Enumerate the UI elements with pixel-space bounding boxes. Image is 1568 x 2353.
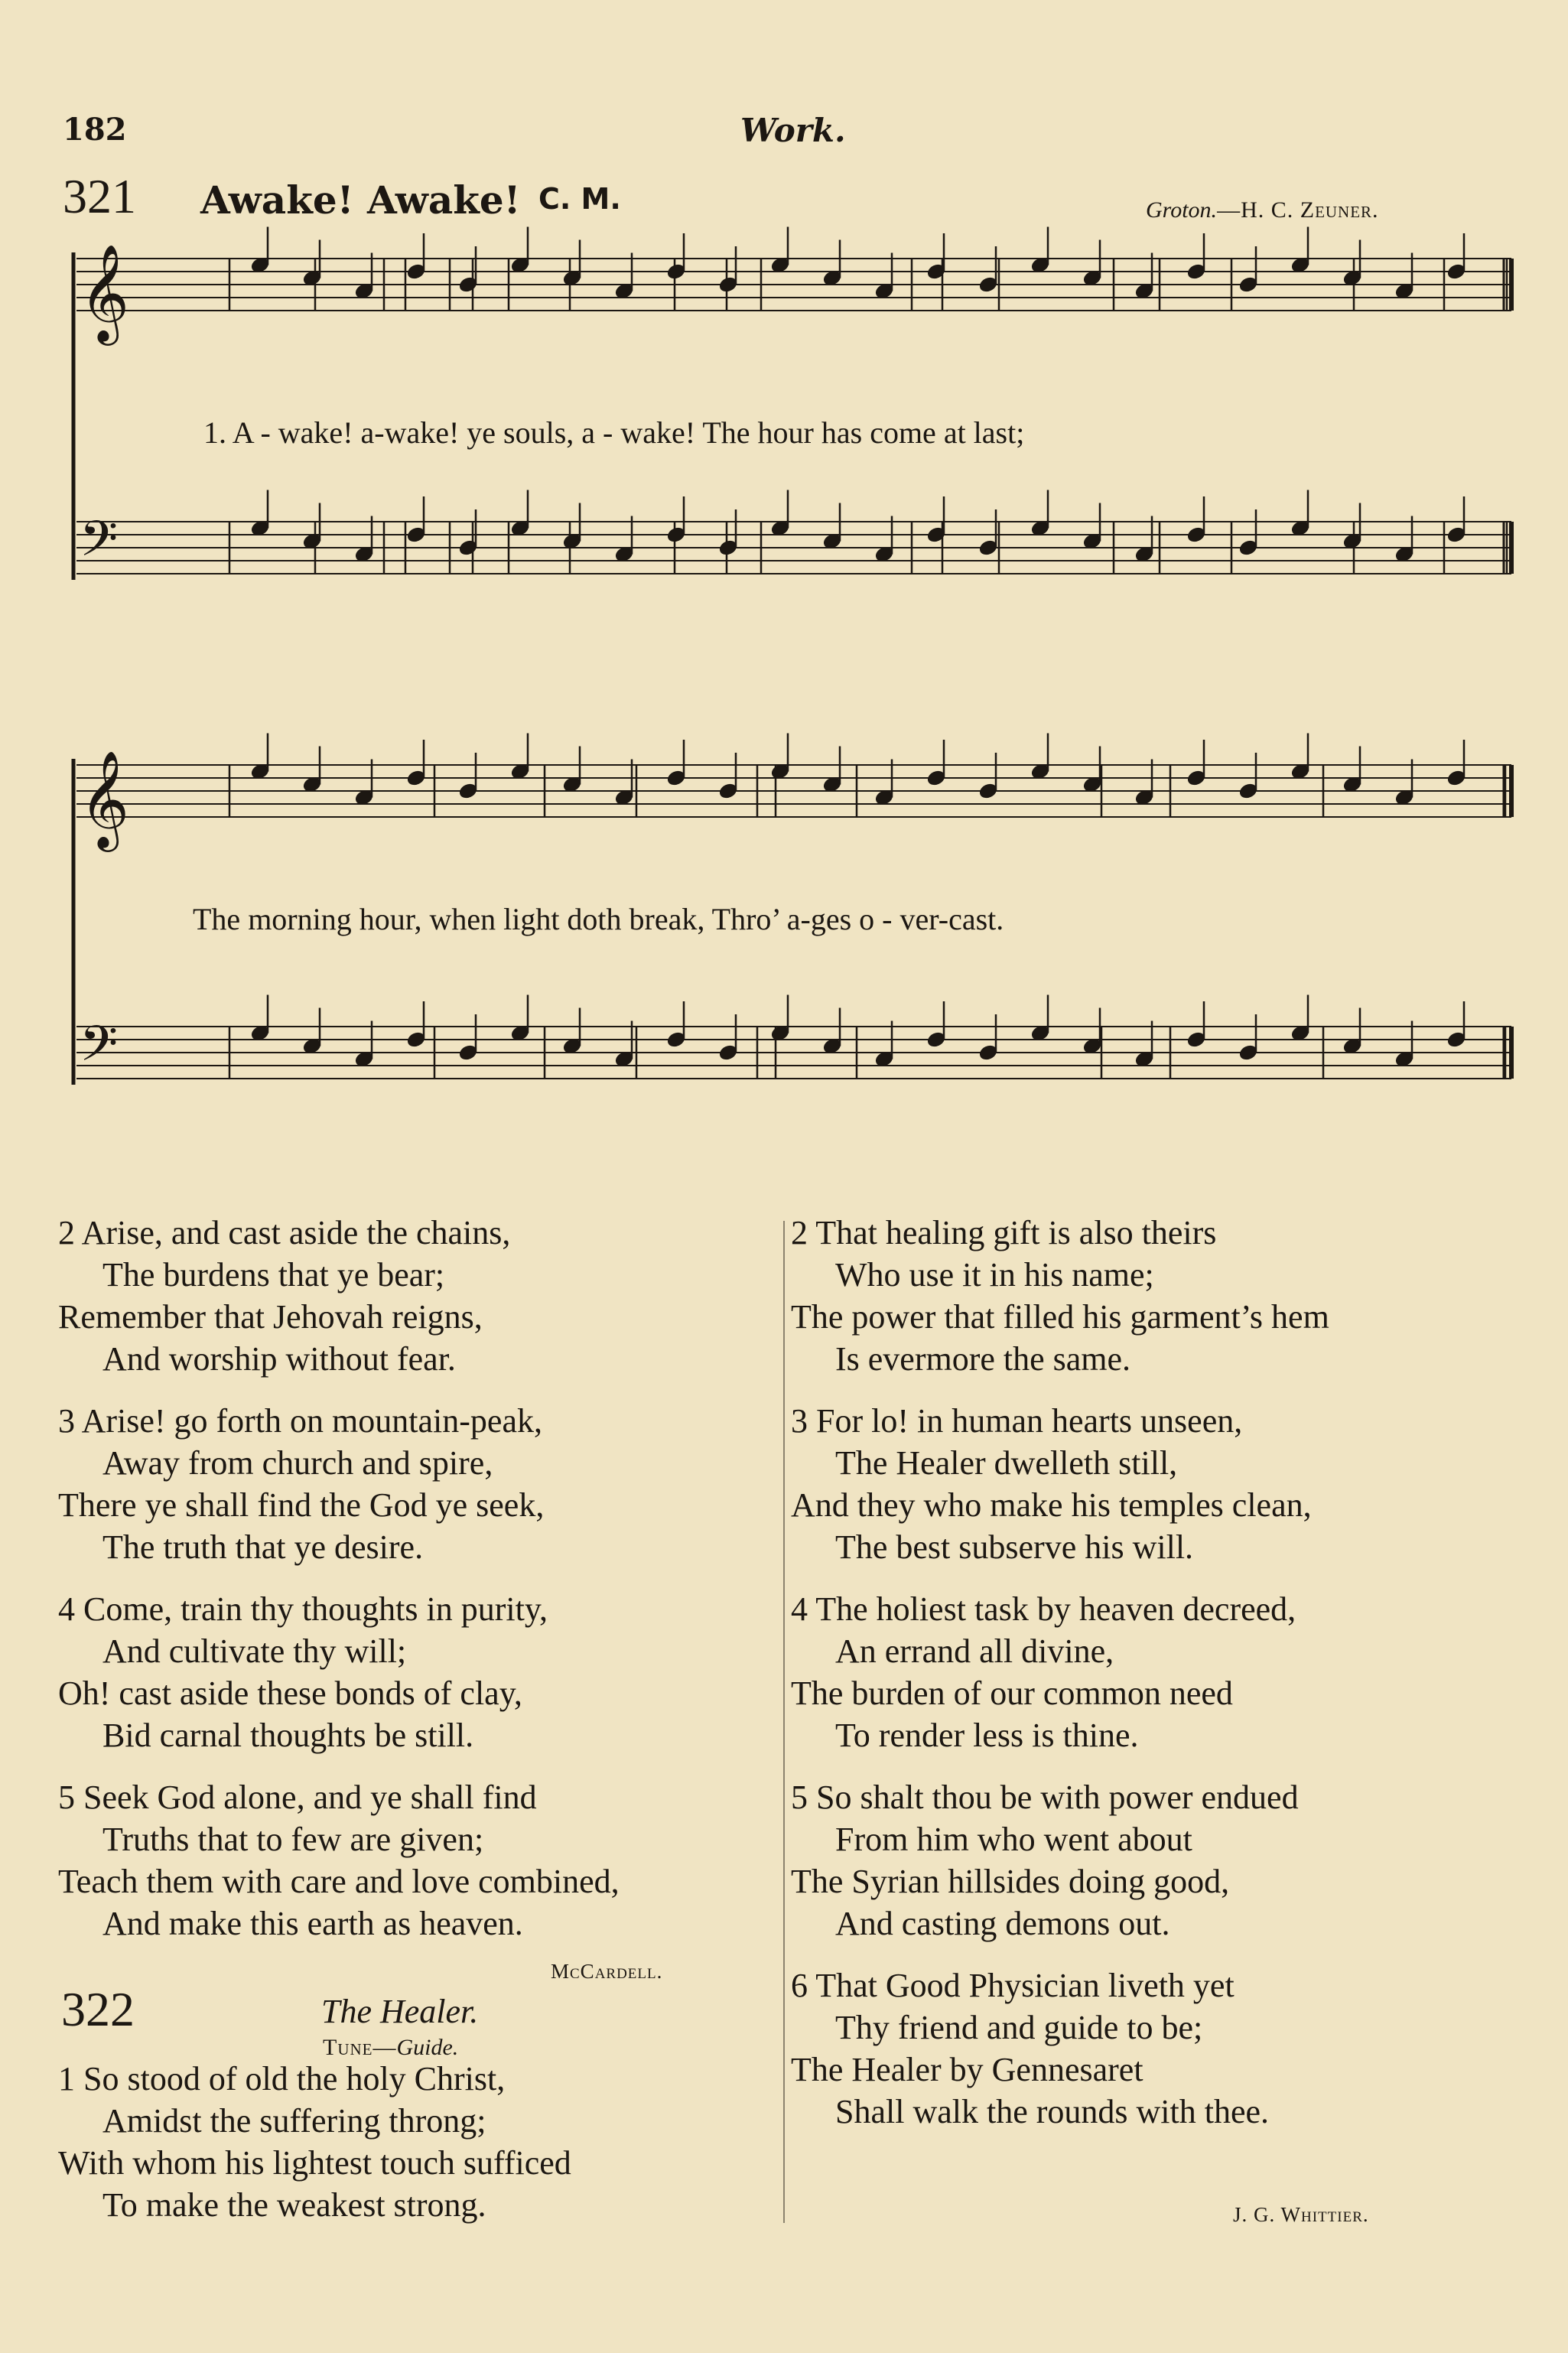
stanza-5-right: [791, 1776, 1540, 1945]
verse-line: An errand all divine,: [835, 1632, 1114, 1670]
verse-line: 3 Arise! go forth on mountain-peak,: [58, 1402, 542, 1440]
verse-line: And worship without fear.: [102, 1340, 456, 1378]
verse-line: Is evermore the same.: [835, 1340, 1131, 1378]
tune-label: Tune—: [323, 2035, 397, 2060]
stanza-3-left: [58, 1400, 777, 1568]
page-number: 182: [63, 112, 127, 148]
stanza-4-right: [791, 1588, 1540, 1756]
hymn-meter: C. M.: [538, 182, 621, 216]
verse-line: The burdens that ye bear;: [102, 1256, 445, 1294]
verse-line: The best subserve his will.: [835, 1528, 1194, 1566]
verse-line: Bid carnal thoughts be still.: [102, 1717, 474, 1754]
lyric-line-1: 1. A - wake! a-wake! ye souls, a - wake! The hour has come at last;: [203, 415, 1025, 450]
verse-line: Amidst the suffering throng;: [102, 2102, 486, 2140]
running-head: Work.: [740, 112, 846, 149]
verse-line: The Syrian hillsides doing good,: [791, 1863, 1230, 1900]
stanza-4-left: [58, 1588, 777, 1756]
stanza-3-right: [791, 1400, 1540, 1568]
verse-line: 2 That healing gift is also theirs: [791, 1214, 1217, 1251]
verse-line: 5 Seek God alone, and ye shall find: [58, 1779, 537, 1816]
verse-line: 5 So shalt thou be with power endued: [791, 1779, 1299, 1816]
stanza-1-322: [58, 2058, 777, 2226]
verse-line: 4 The holiest task by heaven decreed,: [791, 1590, 1296, 1628]
tune-credit-322: [323, 2035, 458, 2061]
verse-line: And cultivate thy will;: [102, 1632, 407, 1670]
verse-line: There ye shall find the God ye seek,: [58, 1486, 545, 1524]
tune-name-322: Guide.: [396, 2035, 459, 2060]
bass-clef-icon: 𝄢: [80, 511, 119, 580]
verse-line: 6 That Good Physician liveth yet: [791, 1967, 1235, 2004]
verse-line: The power that filled his garment’s hem: [791, 1298, 1329, 1336]
verse-line: The Healer dwelleth still,: [835, 1444, 1178, 1482]
author-mccardell: McCardell.: [551, 1960, 663, 1983]
music-score: [0, 0, 1568, 1147]
lyric-line-2: The morning hour, when light doth break, Thro’ a-ges o - ver-cast.: [193, 902, 1004, 936]
tune-name: Groton.: [1146, 197, 1218, 223]
verse-line: And casting demons out.: [835, 1905, 1170, 1942]
author-whittier: J. G. Whittier.: [1233, 2203, 1369, 2226]
verse-line: To make the weakest strong.: [102, 2186, 486, 2224]
verse-line: 1 So stood of old the holy Christ,: [58, 2060, 506, 2098]
verse-line: Truths that to few are given;: [102, 1821, 484, 1858]
stanza-6-right: [791, 1964, 1540, 2133]
stanza-5-left: [58, 1776, 777, 1945]
verse-line: The burden of our common need: [791, 1674, 1233, 1712]
verse-line: Who use it in his name;: [835, 1256, 1154, 1294]
hymn-title-322: The Healer.: [321, 1993, 479, 2030]
verse-line: Thy friend and guide to be;: [835, 2009, 1203, 2046]
verse-line: 2 Arise, and cast aside the chains,: [58, 1214, 511, 1251]
verse-line: Shall walk the rounds with thee.: [835, 2093, 1270, 2130]
verse-line: And they who make his temples clean,: [791, 1486, 1312, 1524]
verse-line: Oh! cast aside these bonds of clay,: [58, 1674, 522, 1712]
verse-line: The truth that ye desire.: [102, 1528, 424, 1566]
verse-line: Remember that Jehovah reigns,: [58, 1298, 483, 1336]
hymn-number-322: 322: [61, 1982, 135, 2036]
treble-clef-icon: 𝄞: [80, 243, 130, 341]
verse-line: From him who went about: [835, 1821, 1192, 1858]
verse-line: 4 Come, train thy thoughts in purity,: [58, 1590, 548, 1628]
verses-right-column: [791, 1212, 1540, 2153]
verse-line: With whom his lightest touch sufficed: [58, 2144, 571, 2182]
verses-left-column: [58, 1212, 777, 1964]
hymn-title-321: Awake! Awake!: [200, 177, 521, 223]
stanza-2-left: [58, 1212, 777, 1380]
verse-line: 3 For lo! in human hearts unseen,: [791, 1402, 1243, 1440]
bass-clef-icon: 𝄢: [80, 1016, 119, 1085]
stanza-2-right: [791, 1212, 1540, 1380]
verse-line: To render less is thine.: [835, 1717, 1139, 1754]
hymn-number-321: 321: [63, 169, 136, 223]
verse-line: Away from church and spire,: [102, 1444, 493, 1482]
verse-line: And make this earth as heaven.: [102, 1905, 523, 1942]
treble-clef-icon: 𝄞: [80, 750, 130, 848]
composer: —H. C. Zeuner.: [1217, 197, 1379, 223]
column-divider: [783, 1221, 785, 2223]
verse-line: Teach them with care and love combined,: [58, 1863, 620, 1900]
verse-line: The Healer by Gennesaret: [791, 2051, 1143, 2088]
